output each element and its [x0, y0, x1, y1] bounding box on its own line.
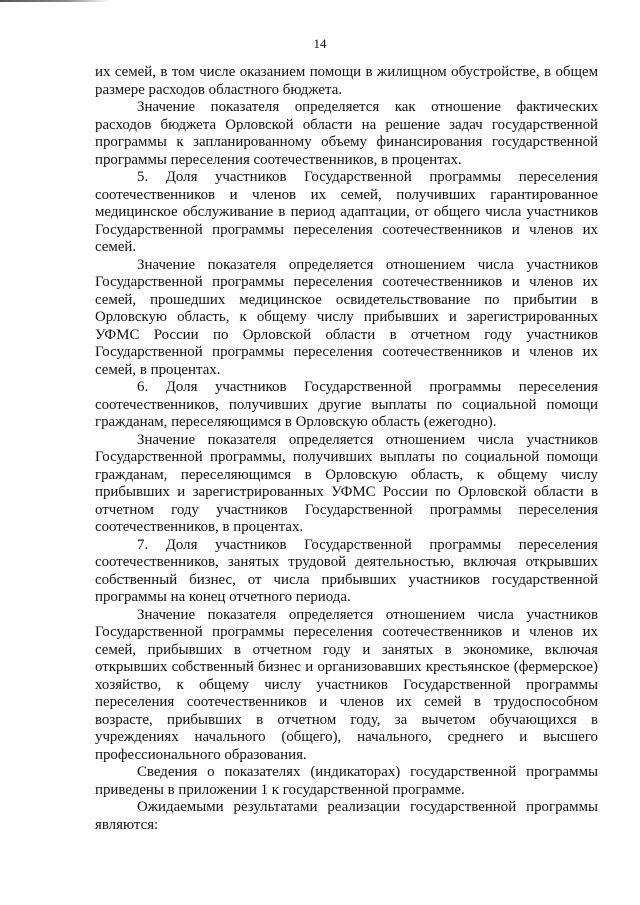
paragraph-indicator-5-method: Значение показателя определяется отношением числа участников Государственной программы переселения соотечественников и членов их семей, прошедших медицинское освидетельствование по прибытии в Орловскую область, к общему числу прибывших и зарегистрированных УФМС России по Орловской области в отчетном году участников Государственной программы переселения соотечественников и членов их семей, в процентах. [95, 256, 598, 378]
paragraph-indicator-4-method: Значение показателя определяется как отношение фактических расходов бюджета Орловской области на решение задач государственной программы к запланированному объему финансирования государственной программы переселения соотечественников, в процентах. [95, 99, 598, 168]
document-body [95, 64, 598, 834]
paragraph-indicators-reference: Сведения о показателях (индикаторах) государственной программы приведены в приложении 1 к государственной программе. [95, 764, 598, 798]
paragraph-indicator-7-method: Значение показателя определяется отношением числа участников Государственной программы переселения соотечественников и членов их семей, прибывших в отчетном году и занятых в экономике, включая открывших собственный бизнес и организовавших крестьянское (фермерское) хозяйство, к общему числу участников Государственной программы переселения соотечественников и членов их семей в трудоспособном возрасте, прибывших в отчетном году, за вычетом обучающихся в учреждениях начального (общего), начального, среднего и высшего профессионального образования. [95, 606, 598, 763]
paragraph-indicator-7: 7. Доля участников Государственной программы переселения соотечественников, занятых трудовой деятельностью, включая открывших собственный бизнес, от числа прибывших участников государственной программы на конец отчетного периода. [95, 536, 598, 605]
page-number: 14 [313, 36, 327, 51]
paragraph-continuation: их семей, в том числе оказанием помощи в жилищном обустройстве, в общем размере расходов областного бюджета. [95, 64, 598, 98]
paragraph-indicator-6-method: Значение показателя определяется отношением числа участников Государственной программы, получивших выплаты по социальной помощи гражданам, переселяющимся в Орловскую область, к общему числу прибывших и зарегистрированных УФМС России по Орловской области в отчетном году участников Государственной программы переселения соотечественников, в процентах. [95, 431, 598, 535]
paragraph-indicator-6: 6. Доля участников Государственной программы переселения соотечественников, получивших другие выплаты по социальной помощи гражданам, переселяющимся в Орловскую область (ежегодно). [95, 379, 598, 430]
paragraph-indicator-5: 5. Доля участников Государственной программы переселения соотечественников и членов их семей, получивших гарантированное медицинское обслуживание в период адаптации, от общего числа участников Государственной программы переселения соотечественников и членов их семей. [95, 169, 598, 255]
paragraph-expected-results: Ожидаемыми результатами реализации государственной программы являются: [95, 799, 598, 833]
scan-edge-mark [0, 0, 110, 2]
